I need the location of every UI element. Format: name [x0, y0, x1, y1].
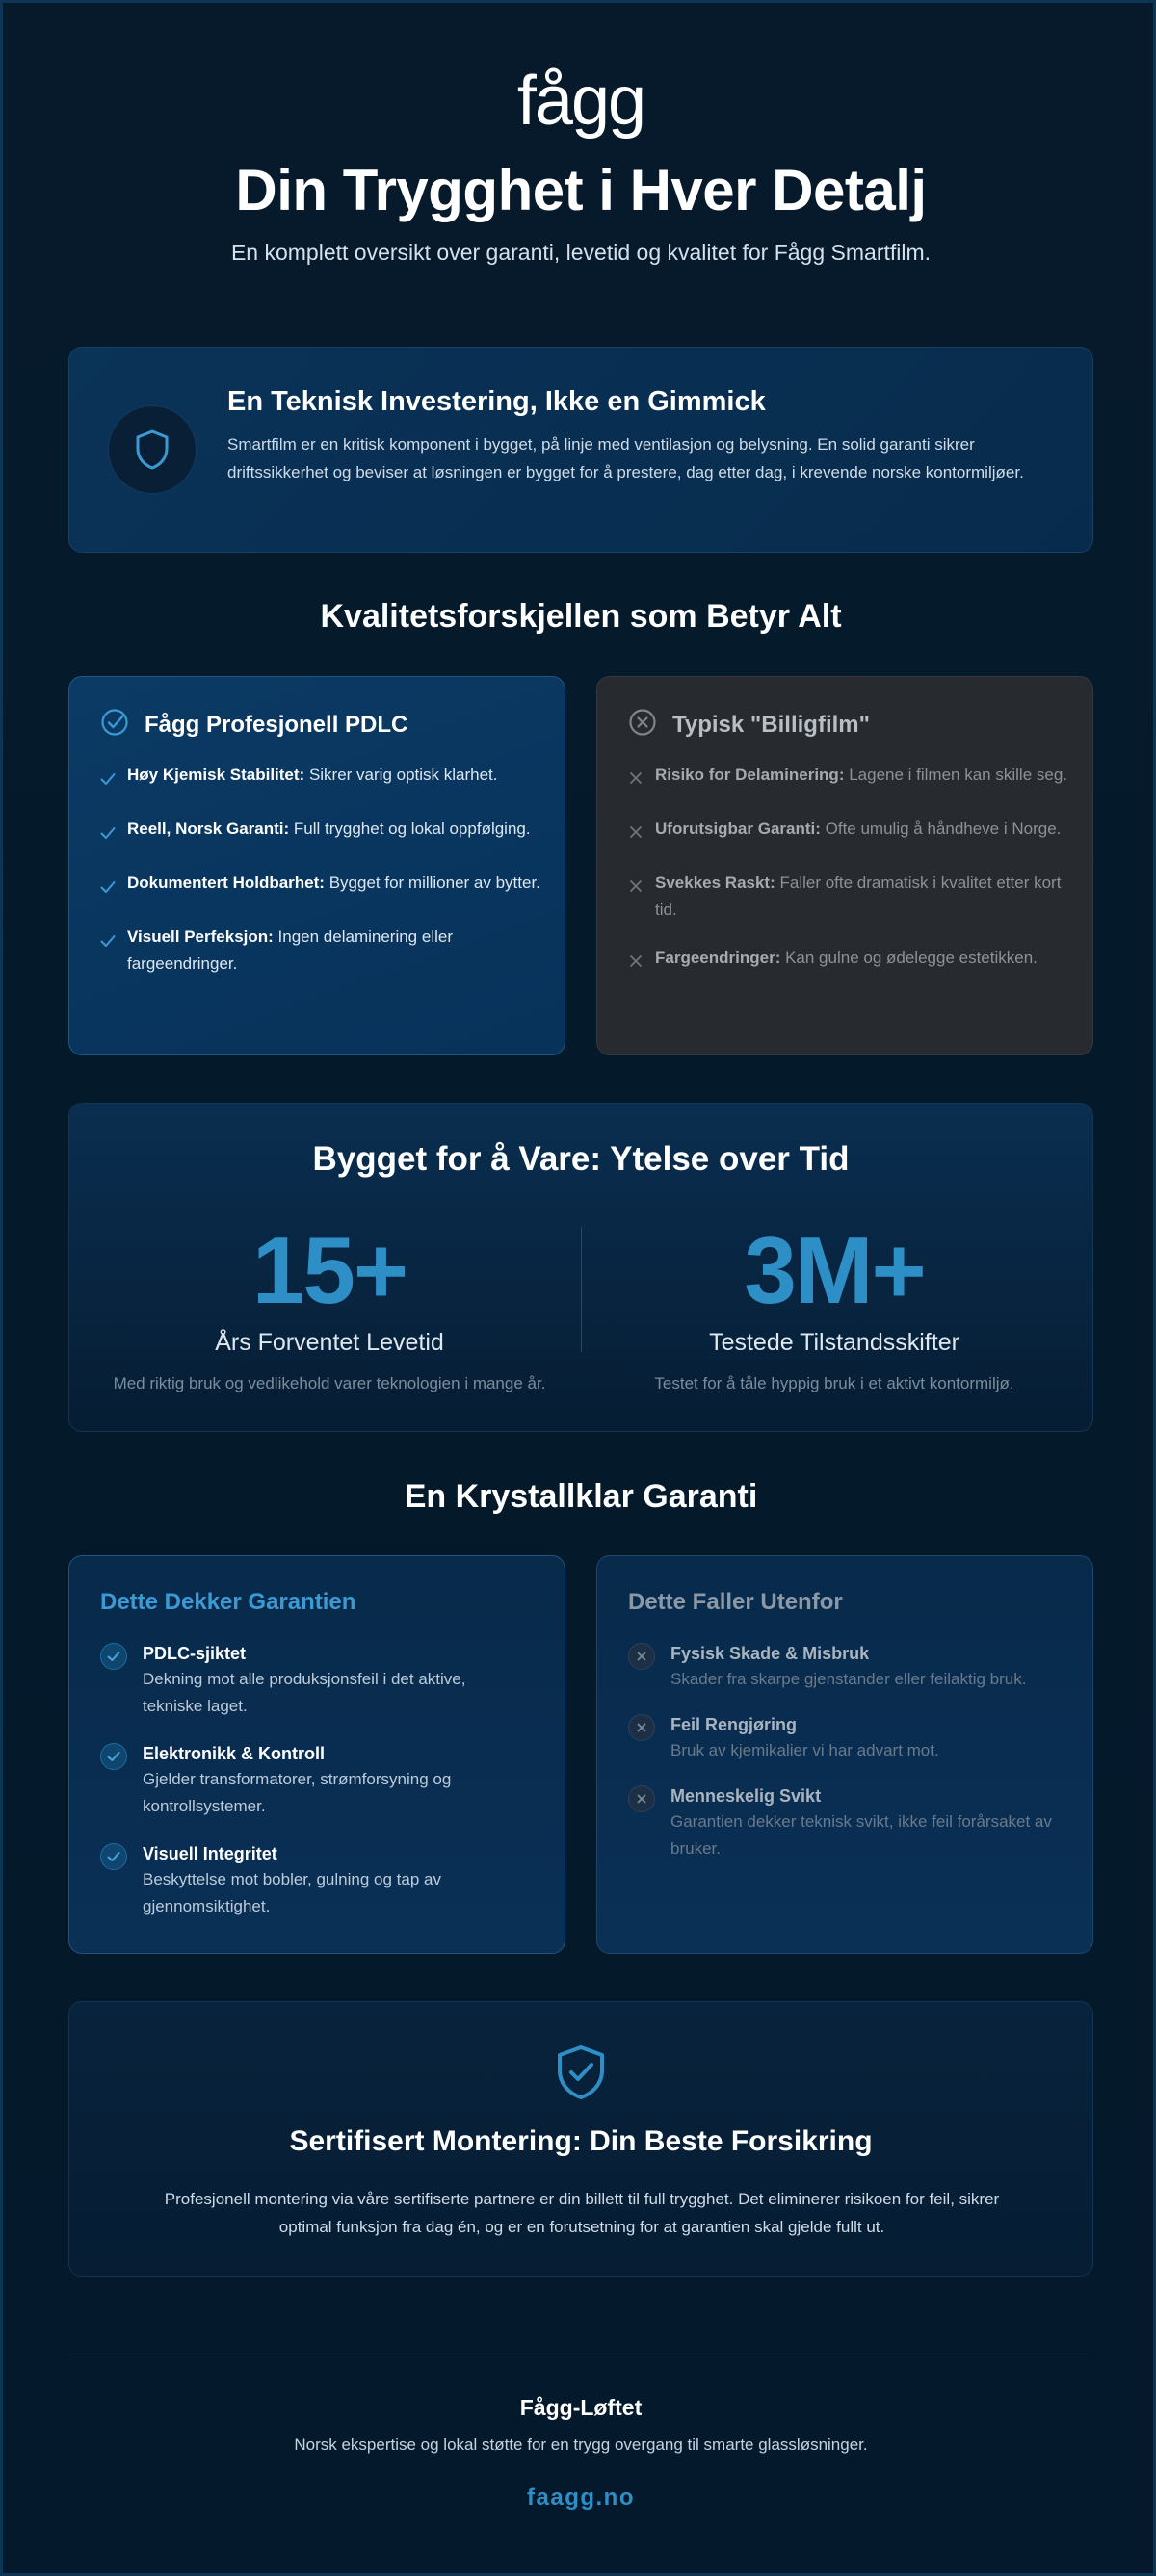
list-item: Visuell Perfeksjon: Ingen delaminering eller fargeendringer.	[100, 924, 543, 977]
stats-divider	[581, 1227, 582, 1352]
excluded-title: Dette Faller Utenfor	[628, 1589, 843, 1615]
stat-label: Testede Tilstandsskifter	[709, 1329, 959, 1356]
list-item: Feil Rengjøring Bruk av kjemikalier vi har advart mot.	[628, 1712, 1052, 1764]
cheap-film-header	[628, 708, 870, 742]
x-icon	[628, 821, 644, 848]
list-item: Risiko for Delaminering: Lagene i filmen kan skille seg.	[628, 762, 1071, 794]
cheap-film-card	[596, 676, 1093, 1055]
stat-description: Testet for å tåle hyppig bruk i et aktivt kontormiljø.	[654, 1374, 1014, 1392]
pro-film-card	[68, 676, 565, 1055]
x-icon	[628, 875, 644, 924]
check-icon	[100, 875, 116, 902]
excluded-card	[596, 1555, 1093, 1954]
stat-lifetime	[79, 1217, 580, 1393]
pro-film-title: Fågg Profesjonell PDLC	[144, 711, 408, 738]
stat-value: 15+	[251, 1217, 407, 1323]
footer-title: Fågg-Løftet	[519, 2395, 643, 2420]
x-circle-icon	[628, 708, 657, 742]
brand-logo: fågg	[516, 63, 645, 140]
stat-label: Års Forventet Levetid	[215, 1329, 444, 1356]
list-item: Fysisk Skade & Misbruk Skader fra skarpe gjenstander eller feilaktig bruk.	[628, 1641, 1052, 1693]
shield-check-icon	[551, 2043, 611, 2107]
check-icon	[100, 1743, 127, 1770]
certified-text: Profesjonell montering via våre sertifiserte partnere er din billett til full trygghet. Det eliminerer risikoen for feil, sikrer optimal funksjon fra dag én, og er en forutsetning for at garantien skal gjelde fullt ut.	[164, 2190, 1000, 2236]
list-item: Menneskelig Svikt Garantien dekker teknisk svikt, ikke feil forårsaket av bruker.	[628, 1783, 1052, 1862]
check-icon	[100, 821, 116, 848]
x-icon	[628, 768, 644, 794]
check-icon	[100, 768, 116, 794]
page-subtitle: En komplett oversikt over garanti, levetid og kvalitet for Fågg Smartfilm.	[230, 240, 932, 265]
check-icon	[100, 1643, 127, 1670]
stat-description: Med riktig bruk og vedlikehold varer teknologien i mange år.	[113, 1374, 546, 1392]
list-item: Reell, Norsk Garanti: Full trygghet og lokal oppfølging.	[100, 816, 543, 848]
check-circle-icon	[100, 708, 129, 742]
stat-switches	[584, 1217, 1085, 1393]
stat-value: 3M+	[744, 1217, 925, 1323]
website-link[interactable]: faagg.no	[527, 2485, 635, 2511]
page-title: Din Trygghet i Hver Detalj	[235, 158, 927, 222]
intro-text: Smartfilm er en kritisk komponent i bygget, på linje med ventilasjon og belysning. En solid garanti sikrer driftssikkerhet og beviser at løsningen er bygget for å prestere, dag etter dag, i krevende norske kontormiljøer.	[227, 435, 1024, 481]
intro-card	[68, 347, 1093, 553]
intro-title: En Teknisk Investering, Ikke en Gimmick	[227, 386, 766, 417]
list-item: Høy Kjemisk Stabilitet: Sikrer varig optisk klarhet.	[100, 762, 543, 794]
covered-list	[100, 1641, 524, 1941]
certified-installation-card	[68, 2001, 1093, 2277]
pro-film-list	[100, 762, 543, 999]
stats-title: Bygget for å Vare: Ytelse over Tid	[312, 1140, 850, 1178]
check-icon	[100, 929, 116, 977]
covered-title: Dette Dekker Garantien	[100, 1589, 356, 1615]
list-item: Visuell Integritet Beskyttelse mot bobler, gulning og tap av gjennomsiktighet.	[100, 1841, 524, 1920]
list-item: Svekkes Raskt: Faller ofte dramatisk i kvalitet etter kort tid.	[628, 870, 1071, 924]
certified-title: Sertifisert Montering: Din Beste Forsikring	[289, 2125, 873, 2157]
pro-film-header	[100, 708, 407, 742]
excluded-list	[628, 1641, 1052, 1882]
list-item: PDLC-sjiktet Dekning mot alle produksjonsfeil i det aktive, tekniske laget.	[100, 1641, 524, 1720]
shield-icon	[108, 405, 197, 494]
guarantee-section-title: En Krystallklar Garanti	[404, 1478, 758, 1515]
list-item: Elektronikk & Kontroll Gjelder transformatorer, strømforsyning og kontrollsystemer.	[100, 1741, 524, 1820]
cheap-film-list	[628, 762, 1071, 999]
x-icon	[628, 1714, 655, 1741]
footer-subtitle: Norsk ekspertise og lokal støtte for en trygg overgang til smarte glassløsninger.	[294, 2435, 868, 2454]
x-icon	[628, 950, 644, 977]
list-item: Dokumentert Holdbarhet: Bygget for millioner av bytter.	[100, 870, 543, 902]
covered-card	[68, 1555, 565, 1954]
list-item: Fargeendringer: Kan gulne og ødelegge estetikken.	[628, 945, 1071, 977]
x-icon	[628, 1643, 655, 1670]
quality-section-title: Kvalitetsforskjellen som Betyr Alt	[320, 598, 842, 635]
check-icon	[100, 1843, 127, 1870]
durability-stats-card	[68, 1103, 1093, 1432]
x-icon	[628, 1785, 655, 1812]
cheap-film-title: Typisk "Billigfilm"	[672, 711, 871, 738]
list-item: Uforutsigbar Garanti: Ofte umulig å håndheve i Norge.	[628, 816, 1071, 848]
